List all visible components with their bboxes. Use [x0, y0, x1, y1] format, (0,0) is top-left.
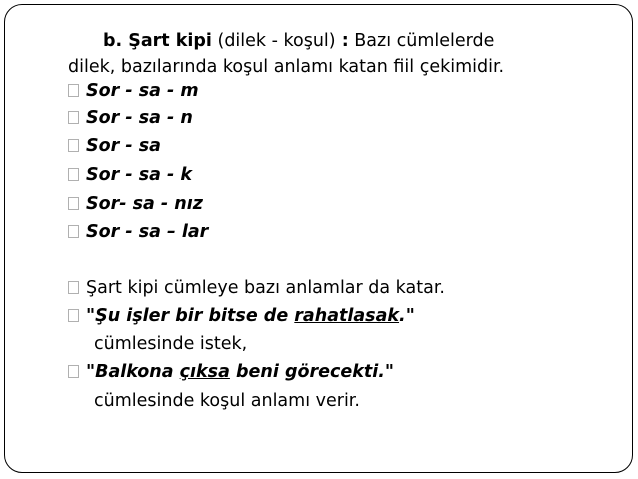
example-item — [68, 360, 394, 384]
heading-line — [103, 29, 494, 53]
conjugation-text: Sor - sa - n — [86, 108, 193, 128]
example-text-end: beni görecekti." — [229, 362, 395, 382]
bullet-icon — [68, 365, 79, 378]
definition-text: dilek, bazılarında koşul anlamı katan fiil çekimidir. — [68, 57, 505, 77]
example-underlined-word: çıksa — [179, 362, 230, 382]
bullet-icon — [68, 139, 79, 152]
bullet-icon — [68, 111, 79, 124]
conjugation-item — [68, 106, 193, 130]
bullet-icon — [68, 309, 79, 322]
example-note — [94, 332, 247, 356]
conjugation-text: Sor - sa — [86, 136, 161, 156]
bullet-icon — [68, 281, 79, 294]
example-note-text: cümlesinde koşul anlamı verir. — [94, 391, 360, 411]
example-text-end: ." — [399, 306, 415, 326]
heading-colon: : — [335, 31, 349, 51]
conjugation-item — [68, 163, 192, 187]
bullet-icon — [68, 168, 79, 181]
example-text: "Balkona — [86, 362, 180, 382]
example-underlined-word: rahatlasak — [294, 306, 400, 326]
heading-label: b. Şart kipi — [103, 31, 212, 51]
definition-line — [68, 55, 504, 79]
conjugation-text: Sor - sa – lar — [86, 222, 209, 242]
conjugation-text: Sor - sa - m — [86, 81, 199, 101]
explanation-item — [68, 276, 445, 300]
conjugation-item — [68, 192, 203, 216]
conjugation-text: Sor- sa - nız — [86, 194, 203, 214]
heading-paren: (dilek - koşul) — [211, 31, 336, 51]
explanation-text: Şart kipi cümleye bazı anlamlar da katar. — [86, 278, 445, 298]
conjugation-text: Sor - sa - k — [86, 165, 193, 185]
example-note-text: cümlesinde istek, — [94, 334, 248, 354]
bullet-icon — [68, 84, 79, 97]
conjugation-item — [68, 134, 161, 158]
conjugation-item — [68, 79, 199, 103]
example-note — [94, 389, 360, 413]
conjugation-item — [68, 220, 208, 244]
bullet-icon — [68, 225, 79, 238]
heading-rest: Bazı cümlelerde — [348, 31, 495, 51]
bullet-icon — [68, 197, 79, 210]
example-item — [68, 304, 415, 328]
example-text: "Şu işler bir bitse de — [86, 306, 295, 326]
